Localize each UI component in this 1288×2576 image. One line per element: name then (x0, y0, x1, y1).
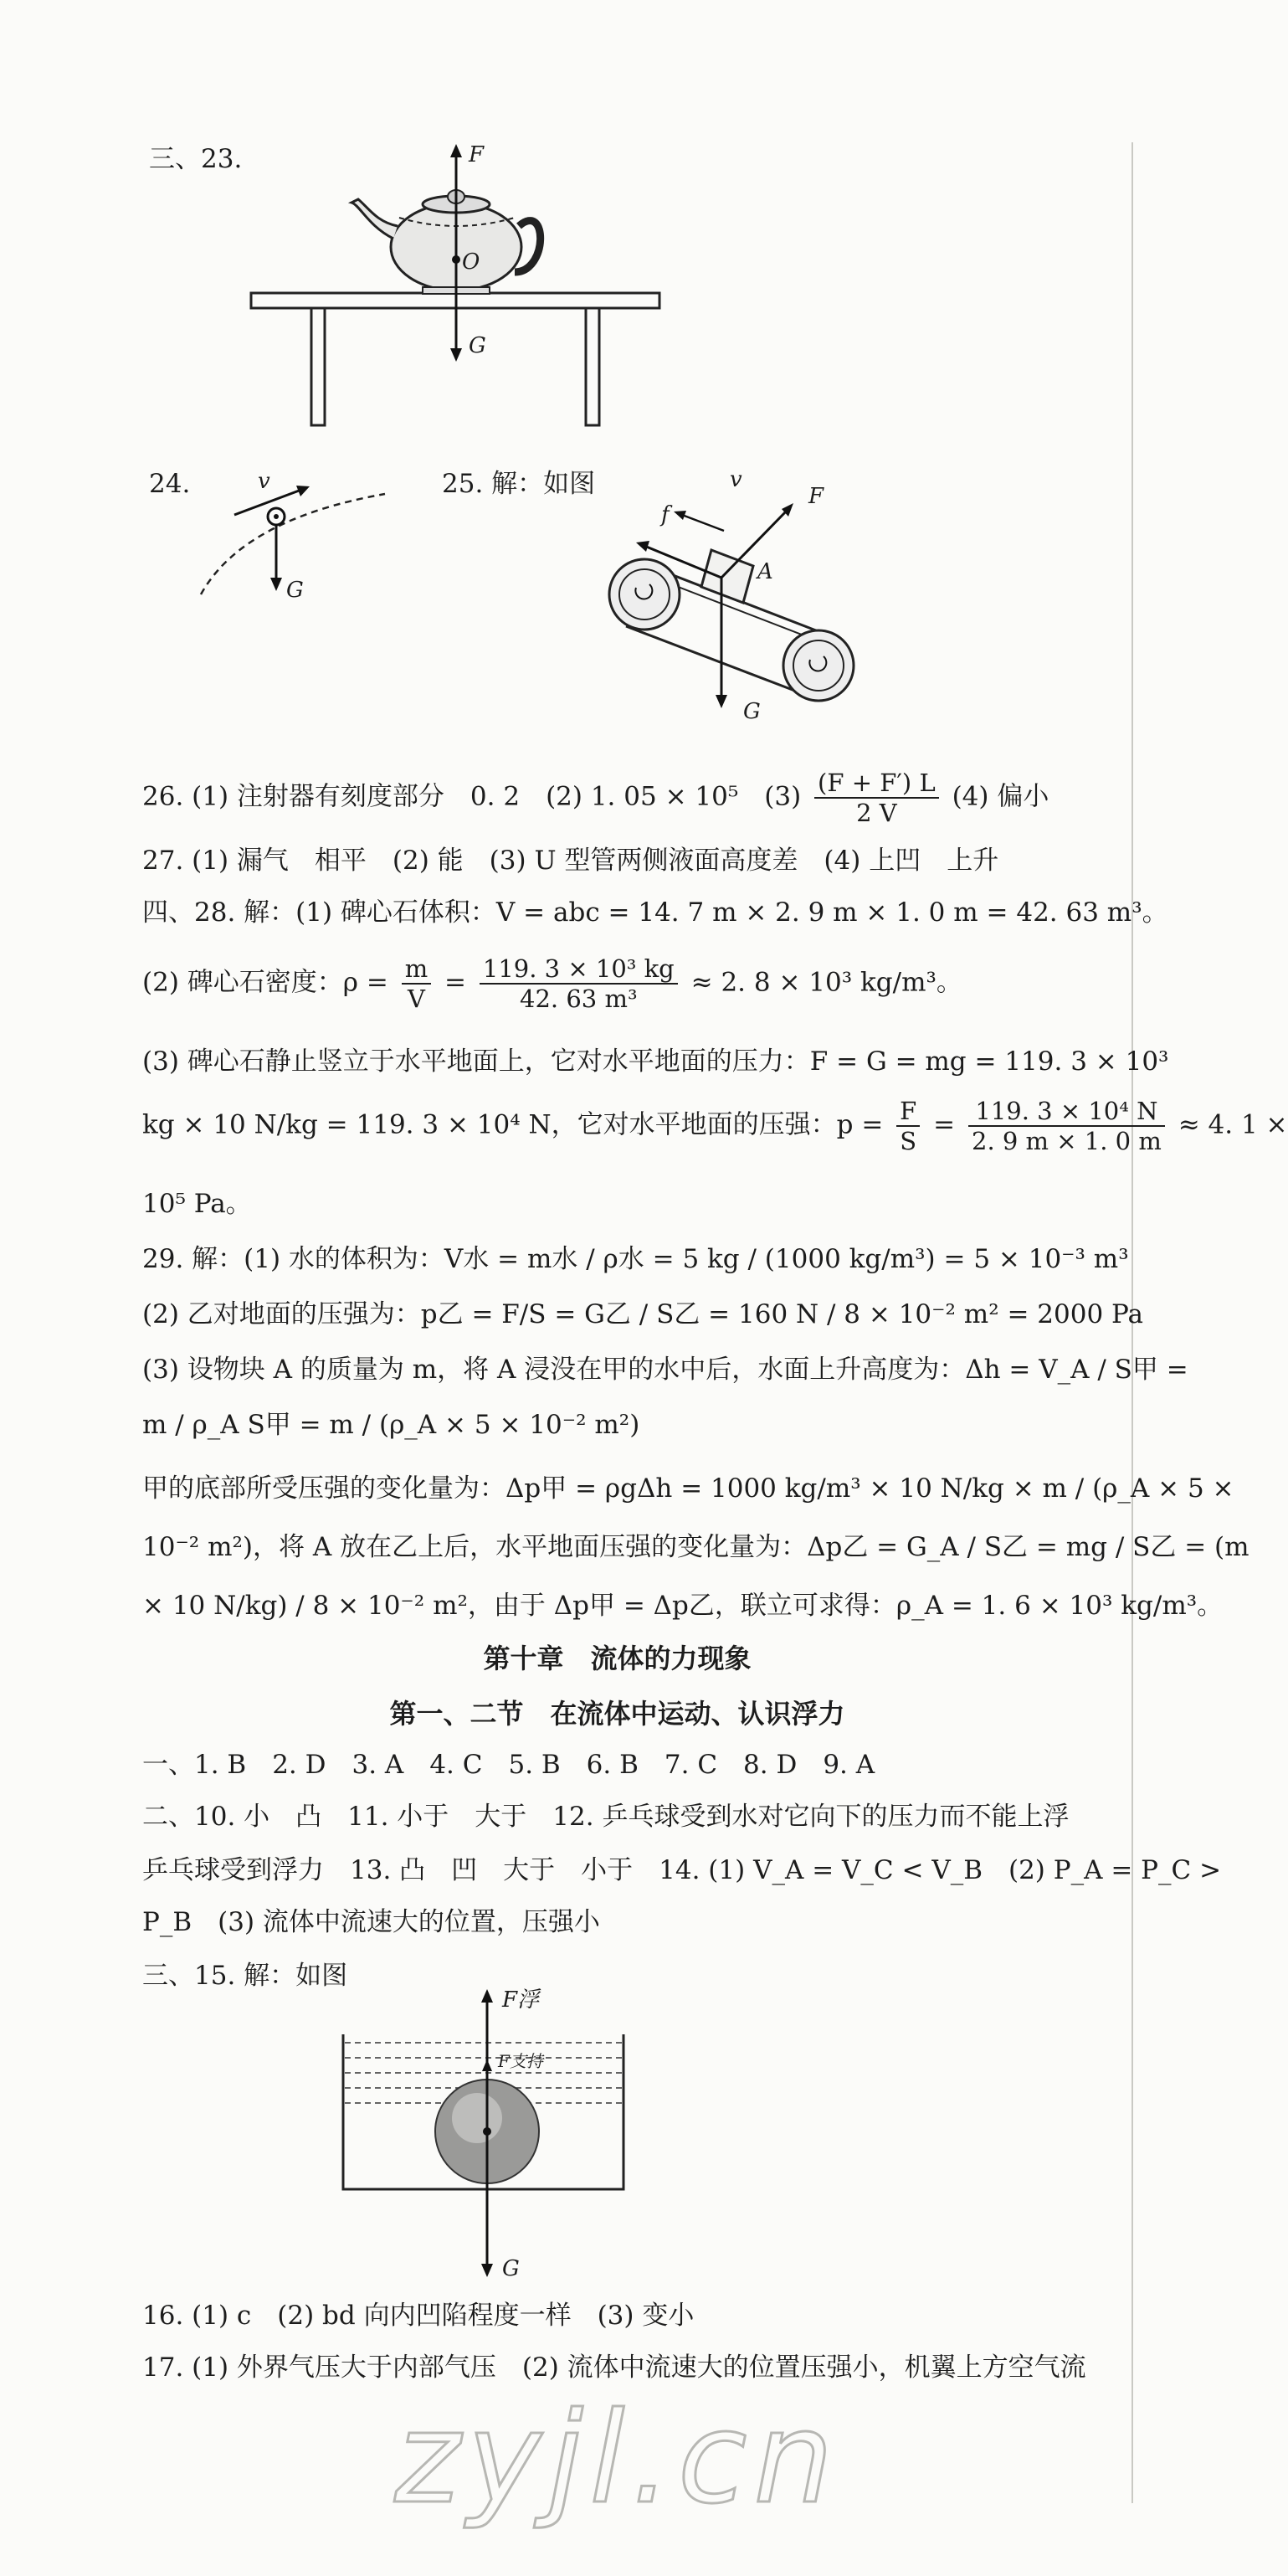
q28-2-text-b: ≈ 2. 8 × 10³ kg/m³。 (690, 967, 962, 998)
q28-2-frac-2 (480, 954, 678, 1013)
denominator: S (900, 1127, 917, 1155)
q24-label: 24. (149, 469, 191, 499)
q29-line-3: (3) 设物块 A 的质量为 m，将 A 浸没在甲的水中后，水面上升高度为：Δh = V_A / S甲 = (142, 1355, 1188, 1385)
velocity-v-label: v (730, 467, 742, 492)
q28-4-frac-1 (896, 1097, 920, 1155)
section-title: 第一、二节 在流体中运动、认识浮力 (389, 1698, 845, 1730)
equals: = (933, 1109, 956, 1140)
conveyor-figure (586, 477, 887, 728)
q26-numerator: (F + F′) L (814, 769, 939, 799)
q29-line-7: × 10 N/kg) / 8 × 10⁻² m²，由于 Δp甲 = Δp乙，联立可求得：ρ_A = 1. 6 × 10³ kg/m³。 (142, 1591, 1224, 1621)
q28-2-frac-1 (402, 954, 432, 1013)
q16-line: 16. (1) c (2) bd 向内凹陷程度一样 (3) 变小 (142, 2301, 695, 2331)
buoyancy-force-label: F浮 (502, 1987, 540, 2013)
friction-f-label: f (661, 502, 670, 527)
gravity-G-label: G (502, 2256, 520, 2281)
q28-line-5: 10⁵ Pa。 (142, 1189, 252, 1219)
q29-line-2: (2) 乙对地面的压强为：p乙 = F/S = G乙 / S乙 = 160 N / 8 × 10⁻² m² = 2000 Pa (142, 1299, 1143, 1329)
q26-denominator: 2 V (856, 799, 897, 827)
q26-text-a: 26. (1) 注射器有刻度部分 0. 2 (2) 1. 05 × 10⁵ (3) (142, 781, 802, 812)
q15-label: 三、15. 解：如图 (142, 1961, 348, 1991)
q29-line-4: m / ρ_A S甲 = m / (ρ_A × 5 × 10⁻² m²) (142, 1410, 640, 1440)
q28-4-frac-2 (968, 1097, 1165, 1155)
gravity-G-label: G (286, 578, 304, 603)
equals: = (444, 967, 467, 998)
denominator: V (407, 985, 425, 1013)
teapot-figure (234, 134, 678, 435)
watermark-logo: zyjl.cn (394, 2386, 840, 2532)
numerator: 119. 3 × 10⁴ N (968, 1097, 1165, 1127)
gravity-G-label: G (469, 333, 486, 358)
denominator: 42. 63 m³ (520, 985, 638, 1013)
fill-in-line-3: P_B (3) 流体中流速大的位置，压强小 (142, 1907, 600, 1937)
velocity-v-label: v (258, 469, 270, 494)
center-O-label: O (462, 249, 480, 275)
force-F-label: F (808, 484, 824, 509)
force-F-label: F (469, 142, 485, 167)
numerator: 119. 3 × 10³ kg (480, 954, 678, 985)
gravity-G-label: G (743, 699, 761, 724)
q28-line-3: (3) 碑心石静止竖立于水平地面上，它对水平地面的压力：F = G = mg = 119. 3 × 10³ (142, 1046, 1169, 1077)
q23-label: 三、23. (149, 144, 243, 174)
q17-line: 17. (1) 外界气压大于内部气压 (2) 流体中流速大的位置压强小，机翼上方空气流 (142, 2352, 1086, 2383)
fill-in-line-2: 乒乓球受到浮力 13. 凸 凹 大于 小于 14. (1) V_A = V_C < V_B (2) P_A = P_C > (142, 1855, 1222, 1885)
denominator: 2. 9 m × 1. 0 m (972, 1127, 1162, 1155)
multiple-choice-answers: 一、1. B 2. D 3. A 4. C 5. B 6. B 7. C 8. D 9. A (142, 1750, 875, 1780)
q28-line-1: 四、28. 解：(1) 碑心石体积：V = abc = 14. 7 m × 2. 9 m × 1. 0 m = 42. 63 m³。 (142, 897, 1168, 928)
q28-line-4 (142, 1097, 1288, 1155)
q27-line: 27. (1) 漏气 相平 (2) 能 (3) U 型管两侧液面高度差 (4) 上凹 上升 (142, 846, 999, 876)
q29-line-1: 29. 解：(1) 水的体积为：V水 = m水 / ρ水 = 5 kg / (1000 kg/m³) = 5 × 10⁻³ m³ (142, 1244, 1129, 1274)
q26-line (142, 769, 1049, 827)
chapter-title: 第十章 流体的力现象 (483, 1643, 752, 1674)
q26-fraction (814, 769, 939, 827)
q28-2-text-a: (2) 碑心石密度：ρ = (142, 967, 388, 998)
q25-label: 25. 解：如图 (442, 469, 596, 499)
numerator: m (402, 954, 432, 985)
q28-4-text-b: ≈ 4. 1 × (1178, 1109, 1288, 1140)
q28-line-2 (142, 954, 962, 1013)
q29-line-5: 甲的底部所受压强的变化量为：Δp甲 = ρgΔh = 1000 kg/m³ × 10 N/kg × m / (ρ_A × 5 × (142, 1473, 1234, 1504)
support-force-label: F支持 (498, 2051, 543, 2071)
q26-text-b: (4) 偏小 (952, 781, 1049, 812)
q29-line-6: 10⁻² m²)，将 A 放在乙上后，水平地面压强的变化量为：Δp乙 = G_A / S乙 = mg / S乙 = (m (142, 1532, 1250, 1562)
buoyancy-figure (335, 1984, 636, 2285)
q28-4-text-a: kg × 10 N/kg = 119. 3 × 10⁴ N，它对水平地面的压强：p = (142, 1109, 884, 1140)
numerator: F (896, 1097, 920, 1127)
fill-in-line-1: 二、10. 小 凸 11. 小于 大于 12. 乒乓球受到水对它向下的压力而不能上浮 (142, 1802, 1070, 1832)
projectile-figure (192, 469, 393, 636)
block-A-label: A (757, 559, 773, 584)
